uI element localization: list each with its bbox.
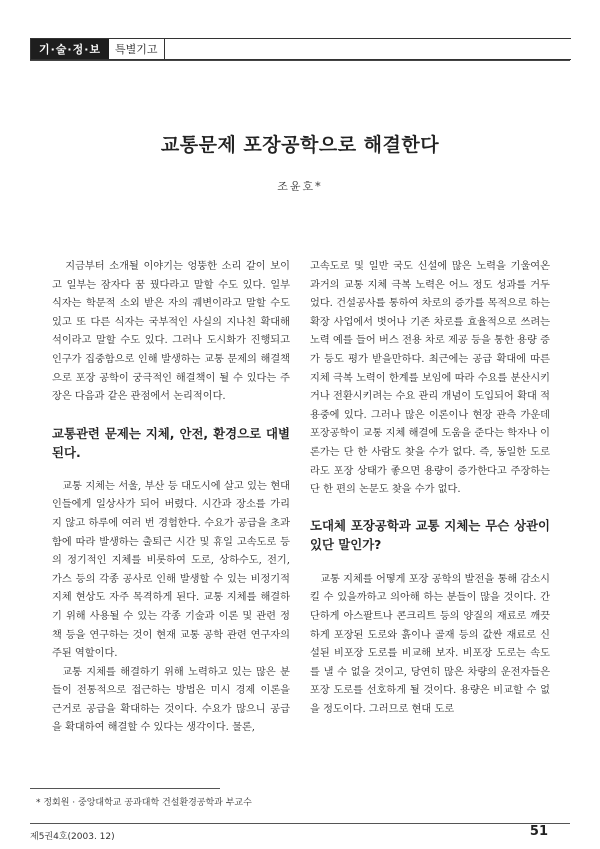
intro-paragraph: 지금부터 소개될 이야기는 엉뚱한 소리 같이 보이고 일부는 잠자다 꿈 꿨다라고 말할 수도 있다. 일부 식자는 학문적 소외 받은 자의 궤변이라고 말할 수도 있고 또 다른 식자는 국부적인 사실의 지나친 확대해석이라고 말할 수도 있다. 그러나 도시화가 진행되고 인구가 집중함으로 인해 발생하는 교통 문제의 해결책으로 포장 공학이 궁극적인 해결책이 될 수 있다는 주장은 다음과 같은 관점에서 논리적이다.	[52, 261, 290, 403]
right-column	[310, 258, 550, 719]
footer-rule	[30, 823, 570, 824]
header-section-label: 특별기고	[109, 39, 165, 59]
article-title: 교통문제 포장공학으로 해결한다	[160, 134, 440, 156]
header-tag: 기·술·정·보	[31, 39, 109, 59]
body-paragraph: 교통 지체는 서울, 부산 등 대도시에 살고 있는 현대인들에게 일상사가 되어 버렸다. 시간과 장소를 가리지 않고 하루에 여러 번 경험한다. 수요가 공급을 초과함에 따라 발생하는 출퇴근 시간 및 휴일 고속도로 등의 정기적인 지체를 비롯하여 도로, 상하수도, 전기, 가스 등의 각종 공사로 인해 발생할 수 있는 비정기적 지체 현상도 자주 목격하게 된다. 교통 지체를 해결하기 위해 사용될 수 있는 각종 기술과 이론 및 관련 정책 등을 연구하는 것이 현재 교통 공학 관련 연구자의 주된 역할이다.	[52, 480, 290, 660]
issue-info: 제5권4호(2003. 12)	[30, 832, 115, 842]
body-paragraph: 고속도로 및 일반 국도 신설에 많은 노력을 기울여온 과거의 교통 지체 극복 노력은 어느 정도 성과를 거두었다. 건설공사를 통하여 차로의 증가를 목적으로 하는 확장 사업에서 벗어나 기존 차로를 효율적으로 쓰려는 노력 예를 들어 버스 전용 차로 제공 등을 통한 용량 증가 등도 평가 받을만하다. 최근에는 공급 확대에 따른 지체 극복 노력이 한계를 보임에 따라 수요를 분산시키거나 전환시키려는 수요 관리 개념이 도입되어 확대 적용중에 있다. 그러나 많은 이론이나 현장 관측 가운데 포장공학이 교통 지체 해결에 도움을 준다는 학자나 이론가는 단 한 사람도 찾을 수가 없다. 즉, 동일한 도로라도 포장 상태가 좋으면 용량이 증가한다고 주장하는 단 한 편의 논문도 찾을 수가 없다.	[310, 261, 550, 496]
left-column	[52, 258, 290, 738]
section-heading-2: 도대체 포장공학과 교통 지체는 무슨 상관이 있단 말인가?	[310, 517, 550, 552]
author-footnote: * 정회원 · 중앙대학교 공과대학 건설환경공학과 부교수	[36, 798, 252, 808]
body-paragraph: 교통 지체를 어떻게 포장 공학의 발전을 통해 감소시킬 수 있을까하고 의아해 하는 분들이 많을 것이다. 간단하게 아스팔트나 콘크리트 등의 양질의 재료로 깨끗하게 포장된 도로와 흙이나 골재 등의 값싼 재료로 신설된 비포장 도로를 비교해 보자. 비포장 도로는 속도를 낼 수 없을 것이고, 당연히 많은 차량의 운전자들은 포장 도로를 선호하게 될 것이다. 용량은 비교할 수 없을 정도이다. 그러므로 현대 도로	[310, 573, 550, 715]
article-author: 조윤호*	[277, 180, 323, 193]
body-paragraph: 교통 지체를 해결하기 위해 노력하고 있는 많은 분들이 전통적으로 접근하는 방법은 미시 경제 이론을 근거로 공급을 확대하는 것이다. 수요가 많으니 공급을 확대하여 해결할 수 있다는 생각이다. 물론,	[52, 666, 290, 734]
page-number: 51	[529, 824, 548, 839]
header-rule	[30, 60, 570, 61]
footnote-rule	[30, 788, 220, 789]
section-header	[30, 38, 571, 60]
section-heading-1: 교통관련 문제는 지체, 안전, 환경으로 대별된다.	[52, 425, 290, 460]
